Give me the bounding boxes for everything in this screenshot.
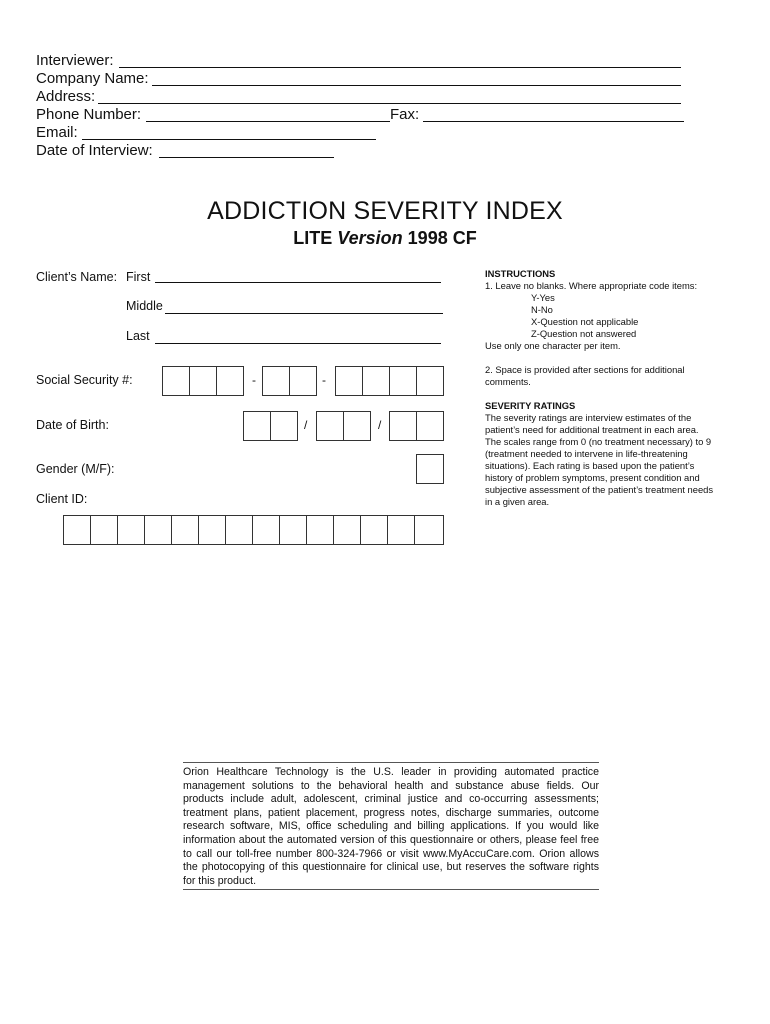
client-id-box[interactable] <box>306 515 334 545</box>
first-name-field[interactable] <box>155 282 441 283</box>
phone-number-label: Phone Number: <box>36 106 142 123</box>
ssn-digit-box[interactable] <box>189 366 217 396</box>
code-yes: Y-Yes <box>531 292 555 303</box>
dob-slash: / <box>378 418 382 432</box>
instructions-item-2-line-1: 2. Space is provided after sections for additional <box>485 364 685 375</box>
company-name-label: Company Name: <box>36 70 149 87</box>
middle-name-label: Middle <box>126 299 163 313</box>
instructions-heading: INSTRUCTIONS <box>485 268 556 279</box>
client-id-box[interactable] <box>63 515 91 545</box>
ssn-digit-box[interactable] <box>389 366 417 396</box>
fax-field[interactable] <box>423 121 684 122</box>
last-name-label: Last <box>126 329 150 343</box>
client-name-label: Client’s Name: <box>36 270 118 284</box>
dob-year-box[interactable] <box>416 411 444 441</box>
ssn-digit-box[interactable] <box>289 366 317 396</box>
subtitle-year: 1998 CF <box>407 228 477 248</box>
email-label: Email: <box>36 124 78 141</box>
company-name-field[interactable] <box>152 85 681 86</box>
ssn-dash: - <box>322 373 326 387</box>
severity-line: The severity ratings are interview estimates of the <box>485 412 692 423</box>
client-id-box[interactable] <box>225 515 253 545</box>
form-subtitle <box>0 228 770 249</box>
ssn-digit-box[interactable] <box>262 366 290 396</box>
ssn-digit-box[interactable] <box>335 366 363 396</box>
dob-label: Date of Birth: <box>36 418 109 432</box>
footer-notice: Orion Healthcare Technology is the U.S. leader in providing automated practice management solutions to the behavioral health and substance abuse fields. Our products include adult, adolescent, criminal justice and co-occurring assessments; treatment plans, patient placement, progress notes, discharge summaries, outcome research software, MIS, office scheduling and billing applications. If you would like information about the automated version of this questionnaire or others, please feel free to call our toll-free number 800-324-7966 or visit www.MyAccuCare.com. Orion allows the photocopying of this questionnaire for clinical use, but reserves the software rights for this product. <box>183 762 599 890</box>
severity-line: history of problem symptoms, present condition and <box>485 472 700 483</box>
gender-box[interactable] <box>416 454 444 484</box>
address-field[interactable] <box>98 103 681 104</box>
date-of-interview-label: Date of Interview: <box>36 142 153 159</box>
subtitle-version: Version <box>337 228 403 248</box>
client-id-box[interactable] <box>387 515 415 545</box>
dob-day-box[interactable] <box>343 411 371 441</box>
form-title: ADDICTION SEVERITY INDEX <box>207 197 563 225</box>
interviewer-field[interactable] <box>119 67 681 68</box>
severity-line: (treatment needed to intervene in life-threatening <box>485 448 688 459</box>
client-id-box[interactable] <box>144 515 172 545</box>
dob-month-box[interactable] <box>243 411 271 441</box>
ssn-label: Social Security #: <box>36 373 133 387</box>
severity-line: patient’s need for additional treatment in each area. <box>485 424 699 435</box>
code-not-answered: Z-Question not answered <box>531 328 637 339</box>
middle-name-field[interactable] <box>165 313 443 314</box>
last-name-field[interactable] <box>155 343 441 344</box>
ssn-digit-box[interactable] <box>362 366 390 396</box>
date-of-interview-field[interactable] <box>159 157 334 158</box>
severity-heading: SEVERITY RATINGS <box>485 400 576 411</box>
severity-line: The scales range from 0 (no treatment necessary) to 9 <box>485 436 712 447</box>
ssn-dash: - <box>252 373 256 387</box>
instructions-one-char: Use only one character per item. <box>485 340 621 351</box>
dob-year-box[interactable] <box>389 411 417 441</box>
subtitle-lite: LITE <box>293 228 333 248</box>
code-not-applicable: X-Question not applicable <box>531 316 639 327</box>
interviewer-label: Interviewer: <box>36 52 114 69</box>
dob-day-box[interactable] <box>316 411 344 441</box>
phone-number-field[interactable] <box>146 121 390 122</box>
severity-line: situations). Each rating is based upon the patient’s <box>485 460 695 471</box>
client-id-label: Client ID: <box>36 492 88 506</box>
instructions-block <box>485 268 745 508</box>
client-id-box[interactable] <box>198 515 226 545</box>
instructions-item-2-line-2: comments. <box>485 376 531 387</box>
client-id-box[interactable] <box>90 515 118 545</box>
ssn-digit-box[interactable] <box>162 366 190 396</box>
gender-label: Gender (M/F): <box>36 462 115 476</box>
client-id-box[interactable] <box>171 515 199 545</box>
email-field[interactable] <box>82 139 376 140</box>
client-id-box[interactable] <box>414 515 444 545</box>
client-id-box[interactable] <box>117 515 145 545</box>
fax-label: Fax: <box>390 106 420 123</box>
dob-slash: / <box>304 418 308 432</box>
dob-month-box[interactable] <box>270 411 298 441</box>
code-no: N-No <box>531 304 553 315</box>
client-id-box[interactable] <box>252 515 280 545</box>
ssn-digit-box[interactable] <box>216 366 244 396</box>
ssn-digit-box[interactable] <box>416 366 444 396</box>
client-id-box[interactable] <box>360 515 388 545</box>
instructions-item-1: 1. Leave no blanks. Where appropriate code items: <box>485 280 698 291</box>
severity-line: in a given area. <box>485 496 550 507</box>
severity-line: subjective assessment of the patient’s treatment needs <box>485 484 714 495</box>
client-id-box[interactable] <box>333 515 361 545</box>
client-id-box[interactable] <box>279 515 307 545</box>
address-label: Address: <box>36 88 96 105</box>
first-name-label: First <box>126 270 151 284</box>
